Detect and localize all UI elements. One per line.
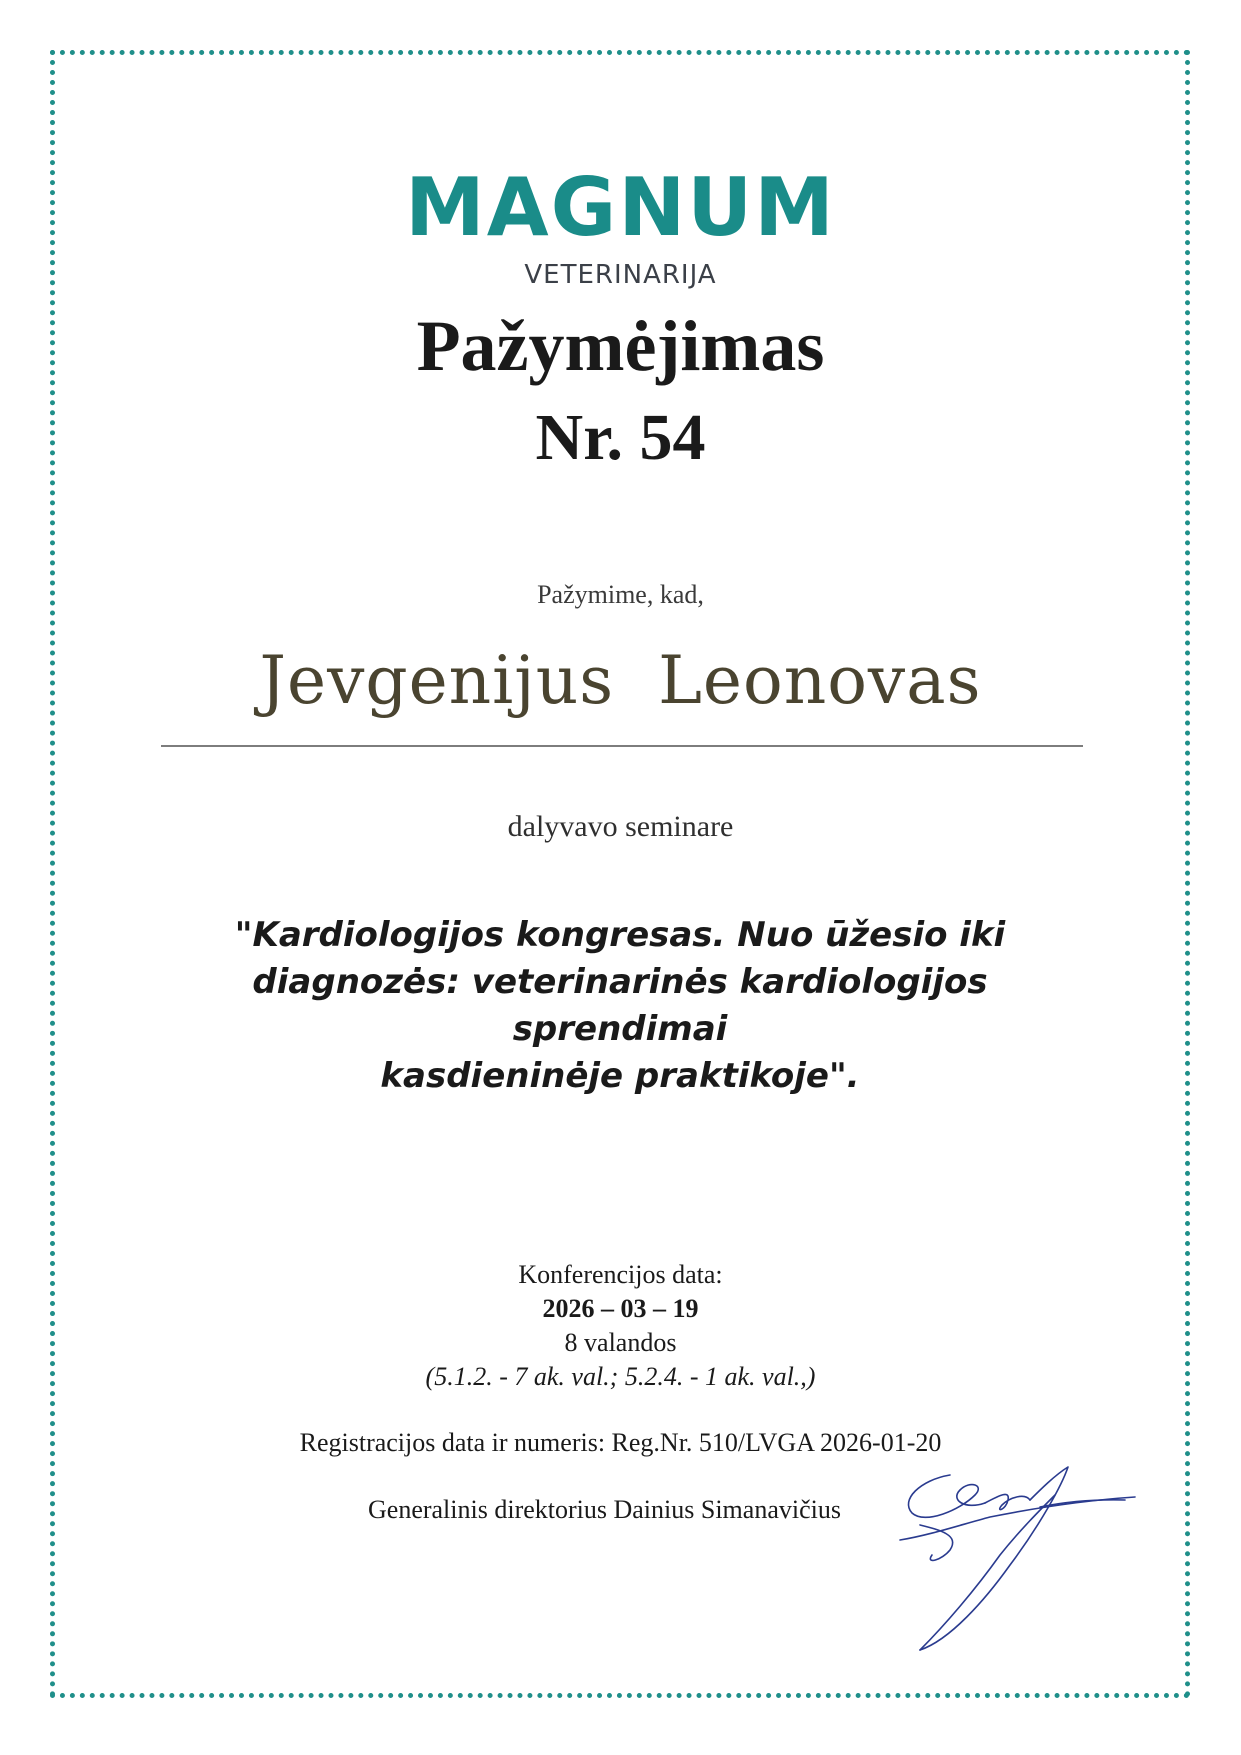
seminar-title-line: kasdieninėje praktikoje".	[380, 1056, 860, 1096]
seminar-title	[160, 912, 1080, 1100]
conference-date-label: Konferencijos data:	[518, 1260, 723, 1289]
logo-veterinarija: VETERINARIJA	[524, 260, 717, 290]
participated-text: dalyvavo seminare	[507, 810, 734, 843]
signature-icon	[890, 1455, 1140, 1655]
certificate-number: Nr. 54	[535, 401, 706, 474]
certificate-title: Pažymėjimas	[416, 306, 825, 386]
seminar-title-line: diagnozės: veterinarinės kardiologijos sprendimai	[252, 962, 988, 1049]
name-underline	[161, 745, 1083, 747]
director-signature-line: Generalinis direktorius Dainius Simanavičius	[368, 1495, 841, 1524]
seminar-title-line: "Kardiologijos kongresas. Nuo ūžesio iki	[234, 915, 1006, 955]
registration-info: Registracijos data ir numeris: Reg.Nr. 510/LVGA 2026-01-20	[299, 1428, 942, 1457]
certificate-intro: Pažymime, kad,	[537, 580, 704, 609]
logo-magnum: MAGNUM	[405, 161, 836, 254]
conference-date: 2026 – 03 – 19	[542, 1294, 699, 1323]
recipient-name: Jevgenijus Leonovas	[259, 642, 982, 719]
conference-hours-detail: (5.1.2. - 7 ak. val.; 5.2.4. - 1 ak. val.,)	[425, 1362, 816, 1391]
conference-info	[0, 1258, 1241, 1394]
conference-hours: 8 valandos	[564, 1328, 677, 1357]
